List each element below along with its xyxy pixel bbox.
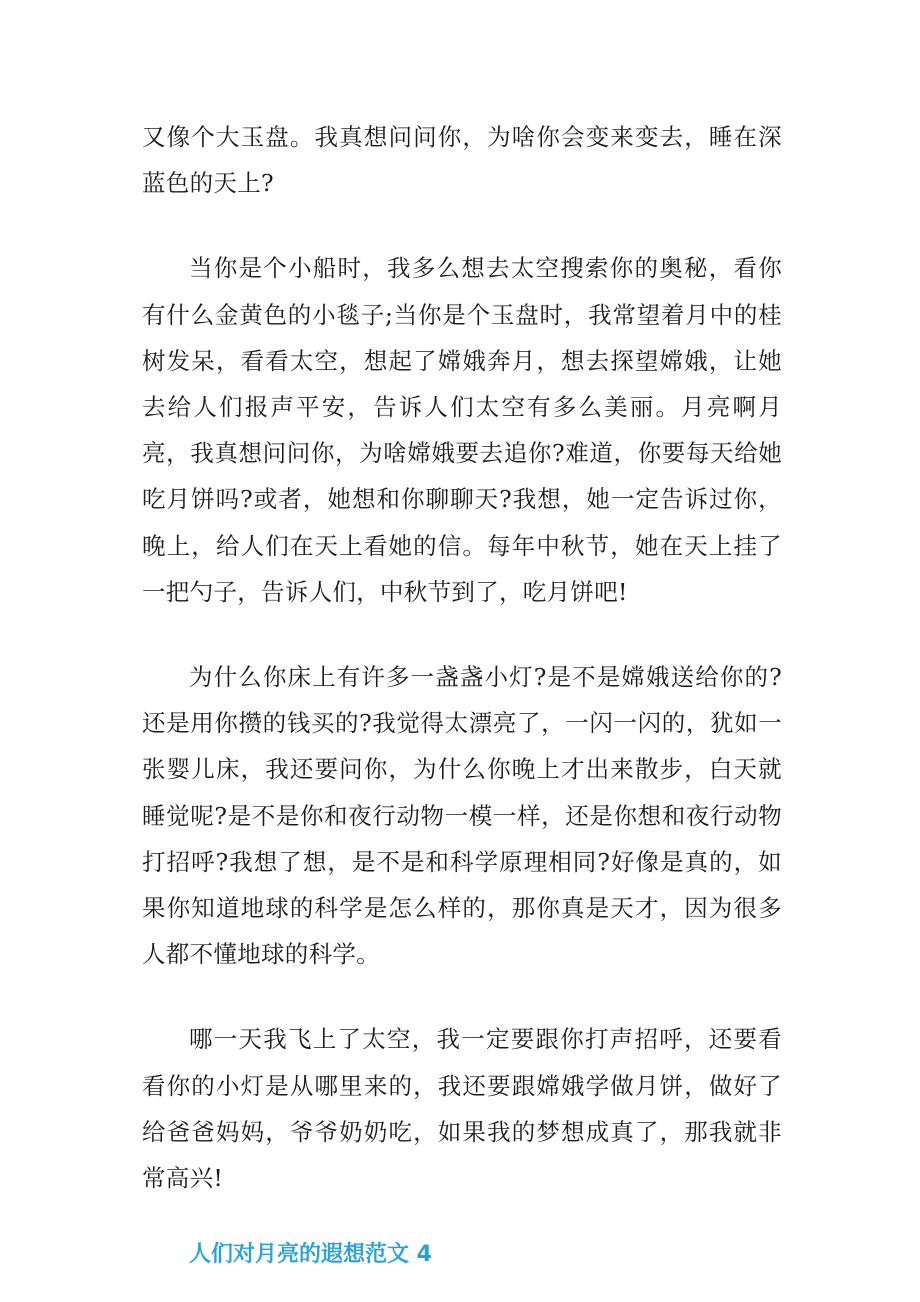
paragraph-4: 哪一天我飞上了太空，我一定要跟你打声招呼，还要看看你的小灯是从哪里来的，我还要跟嫦娥学做月饼，做好了给爸爸妈妈，爷爷奶奶吃，如果我的梦想成真了，那我就非常高兴! xyxy=(142,1025,782,1193)
paragraph-3: 为什么你床上有许多一盏盏小灯?是不是嫦娥送给你的?还是用你攒的钱买的?我觉得太漂亮了，一闪一闪的，犹如一张婴儿床，我还要问你，为什么你晚上才出来散步，白天就睡觉呢?是不是你和夜行动物一模一样，还是你想和夜行动物打招呼?我想了想，是不是和科学原理相同?好像是真的，如果你知道地球的科学是怎么样的，那你真是天才，因为很多人都不懂地球的科学。 xyxy=(142,663,782,969)
paragraph-1: 又像个大玉盘。我真想问问你，为啥你会变来变去，睡在深蓝色的天上? xyxy=(142,123,782,198)
paragraph-2: 当你是个小船时，我多么想去太空搜索你的奥秘，看你有什么金黄色的小毯子;当你是个玉盘时，我常望着月中的桂树发呆，看看太空，想起了嫦娥奔月，想去探望嫦娥，让她去给人们报声平安，告诉人们太空有多么美丽。月亮啊月亮，我真想问问你，为啥嫦娥要去追你?难道，你要每天给她吃月饼吗?或者，她想和你聊聊天?我想，她一定告诉过你，晚上，给人们在天上看她的信。每年中秋节，她在天上挂了一把勺子，告诉人们，中秋节到了，吃月饼吧! xyxy=(142,254,782,606)
section-heading: 人们对月亮的遐想范文 4 xyxy=(189,1242,432,1268)
document-body xyxy=(142,114,782,1278)
